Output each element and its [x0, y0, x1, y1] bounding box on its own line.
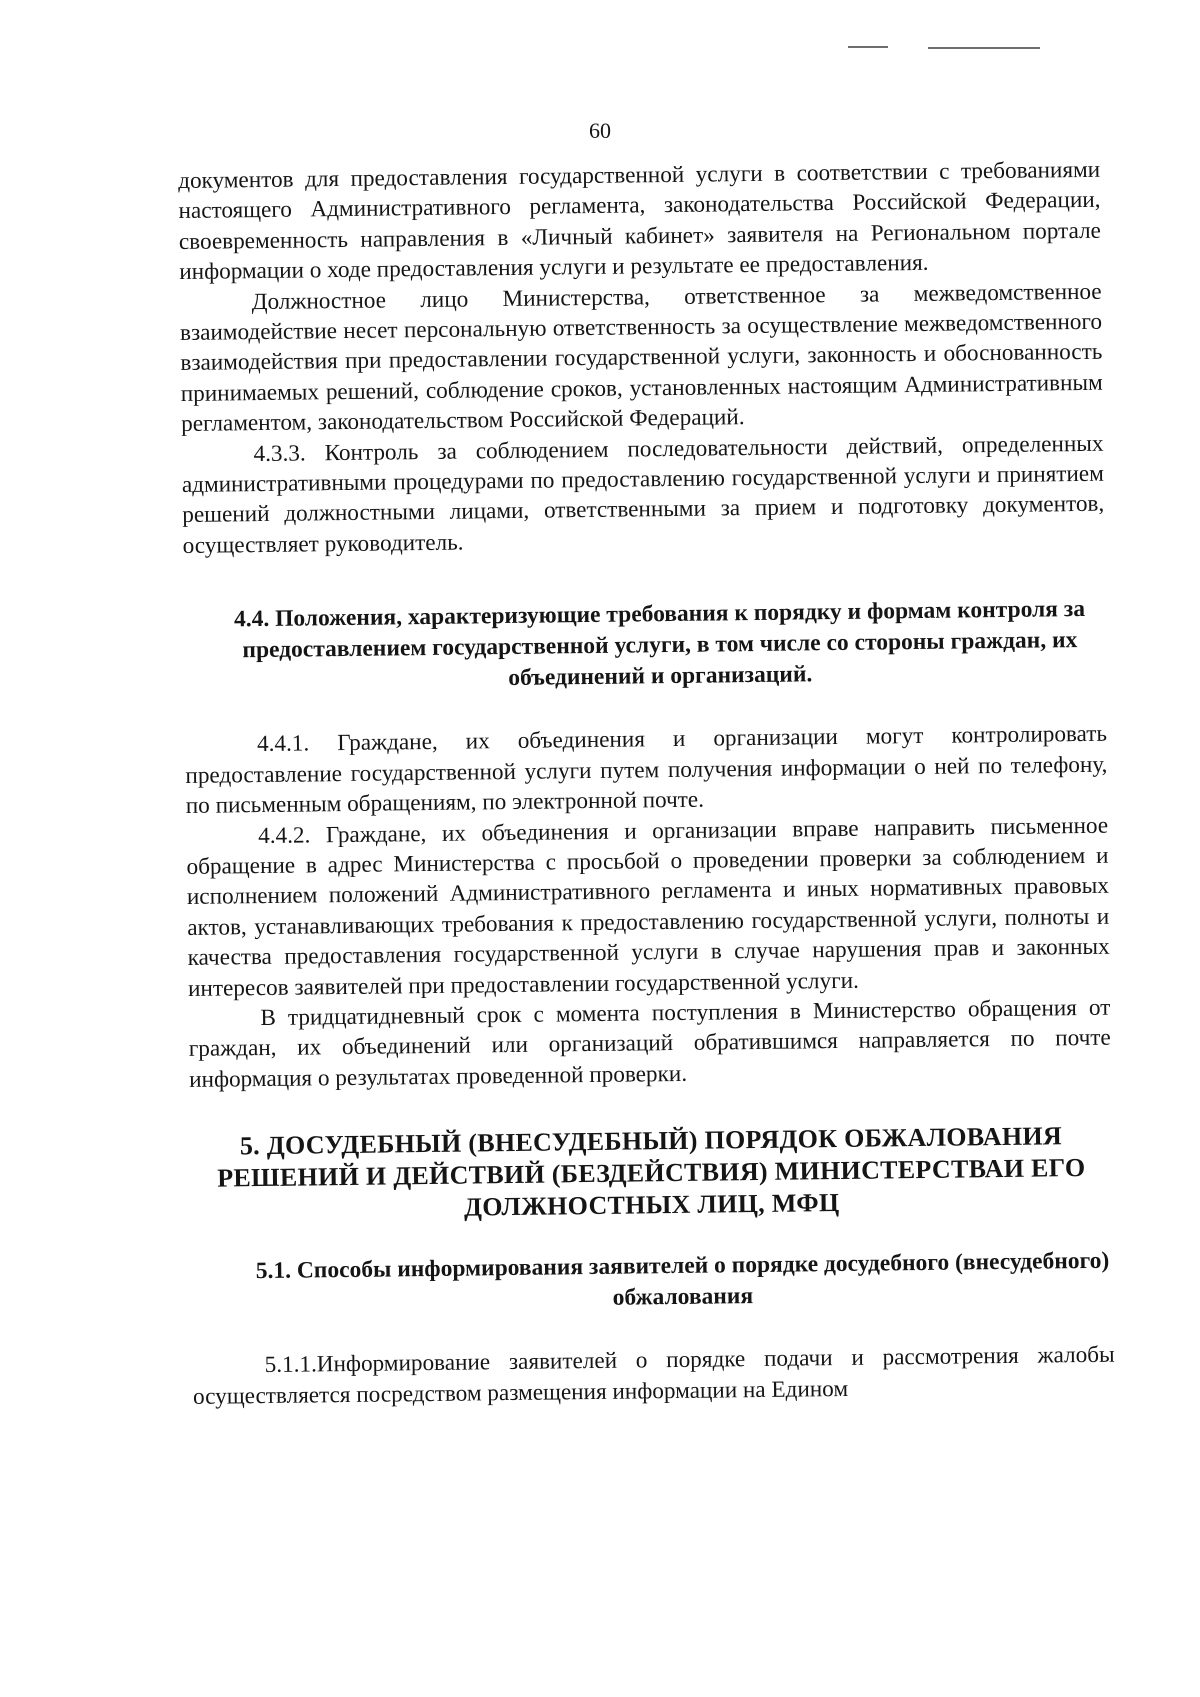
- paragraph-4-3-3: 4.3.3. Контроль за соблюдением последовательности действий, определенных административными процедурами по предоставлению государственной услуги и принятием решений должностными лицами, ответственными за прием и подготовку документов, осуществляет руководитель.: [181, 430, 1105, 559]
- heading-section-5-1: 5.1. Способы информирования заявителей о порядке досудебного (внесудебного) обжалования: [255, 1247, 1110, 1311]
- paragraph-official-responsibility: Должностное лицо Министерства, ответственное за межведомственное взаимодействие несет персональную ответственность за осуществление межведомственного взаимодействия при предоставлении государственной услуги, законность и обоснованность принимаемых решений, соблюдение сроков, установленных настоящим Административным регламентом, законодательством Российской Федераций.: [179, 278, 1103, 438]
- document-body: [178, 155, 1115, 1412]
- scan-artifact-line: [928, 47, 1040, 49]
- heading-section-5: 5. ДОСУДЕБНЫЙ (ВНЕСУДЕБНЫЙ) ПОРЯДОК ОБЖАЛОВАНИЯ РЕШЕНИЙ И ДЕЙСТВИЙ (БЕЗДЕЙСТВИЯ) МИНИСТЕРСТВАИ ЕГО ДОЛЖНОСТНЫХ ЛИЦ, МФЦ: [217, 1121, 1086, 1222]
- heading-section-4-4: 4.4. Положения, характеризующие требования к порядку и формам контроля за предоставлением государственной услуги, в том числе со стороны граждан, их объединений и организаций.: [233, 596, 1086, 692]
- paragraph-4-4-1: 4.4.1. Граждане, их объединения и организации могут контролировать предоставление государственной услуги путем получения информации о ней по телефону, по письменным обращениям, по электронной почте.: [185, 720, 1108, 820]
- page-number: 60: [589, 118, 611, 143]
- paragraph-continuation: документов для предоставления государственной услуги в соответствии с требованиями настоящего Административного регламента, законодательства Российской Федерации, своевременность направления в «Личный кабинет» заявителя на Региональном портале информации о ходе предоставления услуги и результате ее предоставления.: [178, 156, 1102, 286]
- paragraph-thirty-day-term: В тридцатидневный срок с момента поступления в Министерство обращения от граждан, их объединений или организаций обратившимся направляется по почте информация о результатах проведенной проверки.: [188, 994, 1111, 1093]
- paragraph-4-4-2: 4.4.2. Граждане, их объединения и организации вправе направить письменное обращение в адрес Министерства с просьбой о проведении проверки за соблюдением и исполнением положений Административного регламента и иных нормативных правовых актов, устанавливающих требования к предоставлению государственной услуги, полноты и качества предоставления государственной услуги в случае нарушения прав и законных интересов заявителей при предоставлении государственной услуги.: [186, 812, 1110, 1002]
- paragraph-5-1-1: 5.1.1.Информирование заявителей о порядке подачи и рассмотрения жалобы осуществляется посредством размещения информации на Едином: [192, 1341, 1115, 1410]
- scan-artifact-line: [848, 46, 888, 48]
